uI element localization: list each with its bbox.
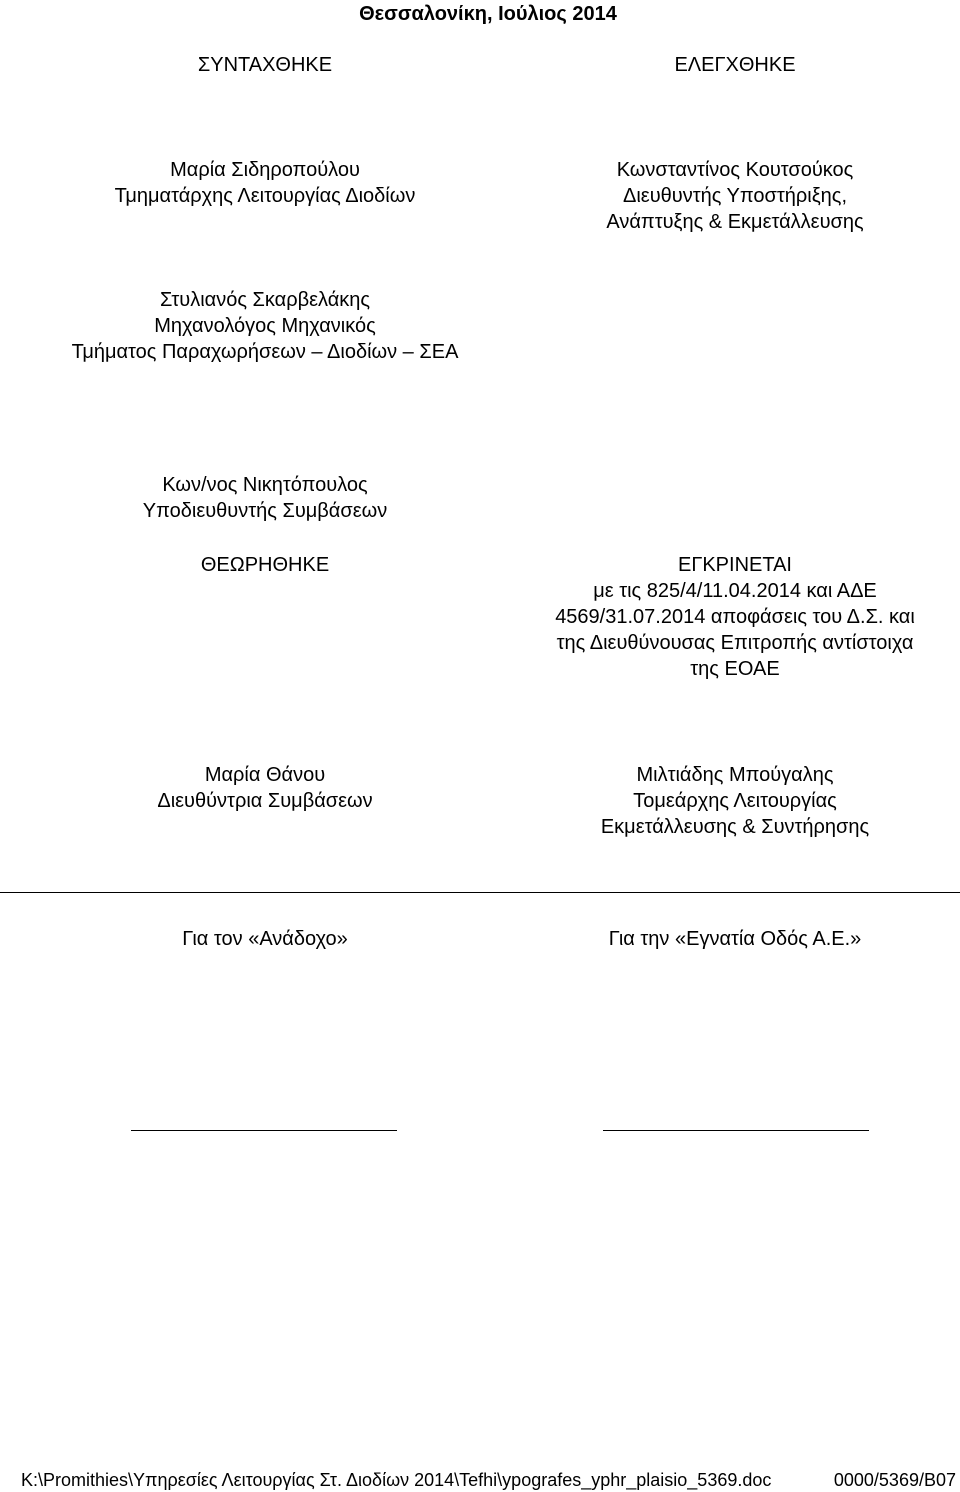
- footer-document-code: 0000/5369/B07: [833, 1470, 956, 1490]
- checked-label: ΕΛΕΓΧΘΗΚΕ: [674, 54, 796, 76]
- client-signature-line: [603, 1130, 869, 1131]
- signatory-name: Στυλιανός Σκαρβελάκης: [159, 289, 371, 311]
- signatory-title-line1: Διευθυντής Υποστήριξης,: [622, 185, 847, 207]
- approval-text-line4: της ΕΟΑΕ: [690, 658, 780, 680]
- signatory-title: Διευθύντρια Συμβάσεων: [157, 790, 373, 812]
- client-label: Για την «Εγνατία Οδός Α.Ε.»: [608, 928, 862, 950]
- signatory-name: Μαρία Σιδηροπούλου: [170, 159, 360, 181]
- approval-text-line1: με τις 825/4/11.04.2014 και ΑΔΕ: [593, 580, 877, 602]
- approved-label: ΕΓΚΡΙΝΕΤΑΙ: [677, 554, 792, 576]
- signatory-name: Μαρία Θάνου: [204, 764, 326, 786]
- contractor-signature-line: [131, 1130, 397, 1131]
- section-separator: [0, 892, 960, 893]
- footer-file-path: K:\Promithies\Υπηρεσίες Λειτουργίας Στ. Διοδίων 2014\Tefhi\ypografes_yphr_plaisio_5369.doc: [21, 1470, 772, 1490]
- signatory-name: Κωνσταντίνος Κουτσούκος: [616, 159, 854, 181]
- signatory-title: Τμηματάρχης Λειτουργίας Διοδίων: [114, 185, 416, 207]
- reviewed-label: ΘΕΩΡΗΘΗΚΕ: [200, 554, 330, 576]
- signatory-name: Κων/νος Νικητόπουλος: [162, 474, 368, 496]
- signatory-name: Μιλτιάδης Μπούγαλης: [636, 764, 834, 786]
- signatory-nikitopoulos: [30, 472, 500, 524]
- signatory-title-line1: Τομεάρχης Λειτουργίας: [633, 790, 837, 812]
- signatory-title: Υποδιευθυντής Συμβάσεων: [142, 500, 388, 522]
- approval-block: [490, 552, 960, 682]
- signatory-koutsoukos: [490, 157, 960, 235]
- approval-text-line3: της Διευθύνουσας Επιτροπής αντίστοιχα: [556, 632, 914, 654]
- signatory-title-line2: Τμήματος Παραχωρήσεων – Διοδίων – ΣΕΑ: [71, 341, 459, 363]
- signatory-skarvelakis: [30, 287, 500, 365]
- contractor-label: Για τον «Ανάδοχο»: [182, 928, 348, 950]
- signatory-title-line2: Εκμετάλλευσης & Συντήρησης: [600, 816, 870, 838]
- date-line: Θεσσαλονίκη, Ιούλιος 2014: [359, 3, 617, 25]
- signatory-sidiropoulou: [30, 157, 500, 209]
- compiled-label: ΣΥΝΤΑΧΘΗΚΕ: [197, 54, 333, 76]
- signatory-thanou: [30, 762, 500, 814]
- signatory-mpougalis: [490, 762, 960, 840]
- signatory-title-line2: Ανάπτυξης & Εκμετάλλευσης: [606, 211, 864, 233]
- signatory-title-line1: Μηχανολόγος Μηχανικός: [154, 315, 376, 337]
- approval-text-line2: 4569/31.07.2014 αποφάσεις του Δ.Σ. και: [555, 606, 915, 628]
